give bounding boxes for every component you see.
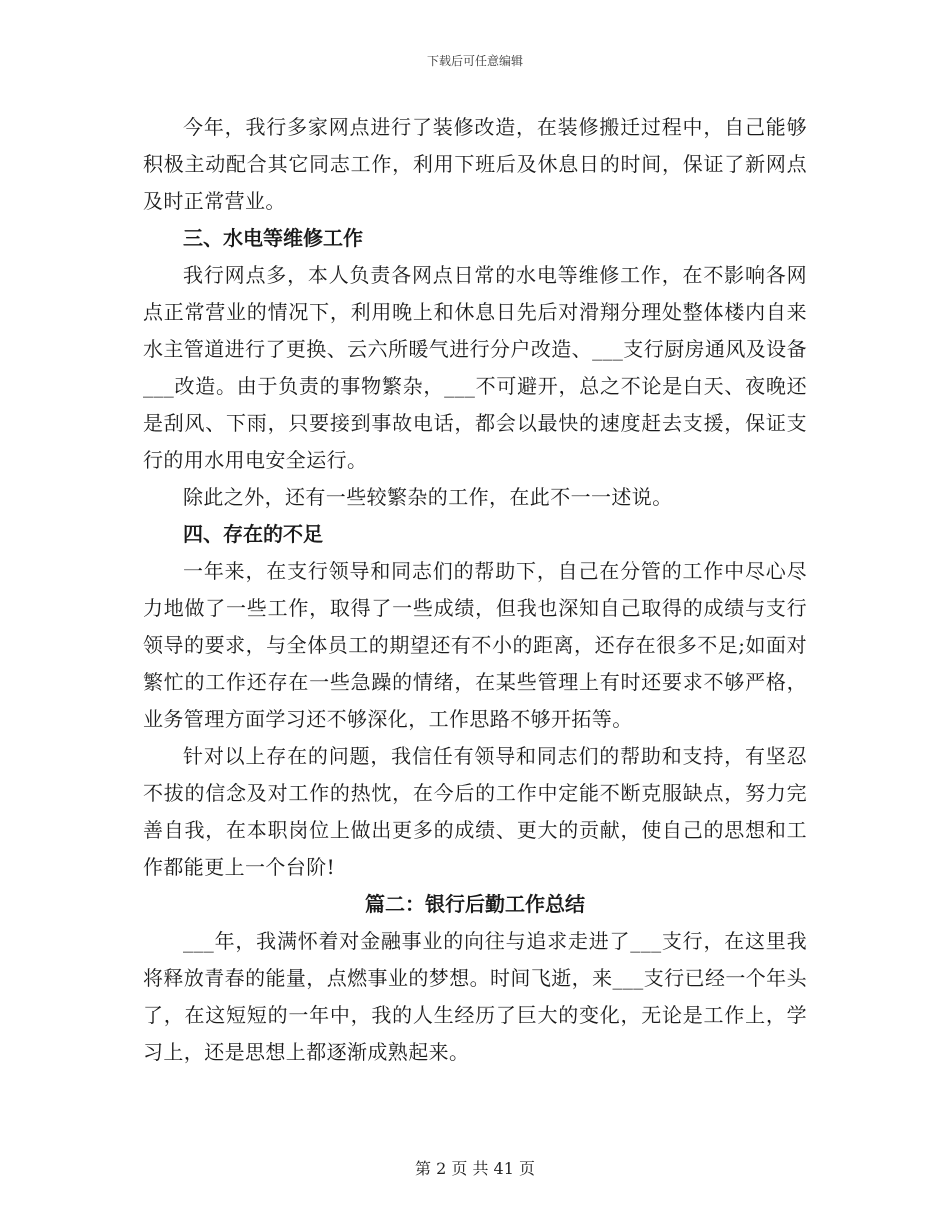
paragraph-shortcomings: 一年来，在支行领导和同志们的帮助下，自己在分管的工作中尽心尽力地做了一些工作，取得了一些成绩，但我也深知自己取得的成绩与支行领导的要求，与全体员工的期望还有不小的距离，还存在很多不足;如面对繁忙的工作还存在一些急躁的情绪，在某些管理上有时还要求不够严格，业务管理方面学习还不够深化，工作思路不够开拓等。	[143, 559, 807, 731]
paragraph-maintenance: 我行网点多，本人负责各网点日常的水电等维修工作，在不影响各网点正常营业的情况下，利用晚上和休息日先后对滑翔分理处整体楼内自来水主管道进行了更换、云六所暖气进行分户改造、___支行厨房通风及设备___改造。由于负责的事物繁杂，___不可避开，总之不论是白天、夜晚还是刮风、下雨，只要接到事故电话，都会以最快的速度赶去支援，保证支行的用水用电安全运行。	[143, 263, 807, 472]
paragraph-other-work: 除此之外，还有一些较繁杂的工作，在此不一一述说。	[183, 485, 673, 509]
page-footer-page-number: 第 2 页 共 41 页	[415, 1159, 535, 1178]
document-body	[143, 109, 807, 1071]
section-heading-shortcomings: 四、存在的不足	[183, 522, 323, 546]
page-header-note: 下载后可任意编辑	[426, 54, 523, 68]
paragraph-improvement: 针对以上存在的问题，我信任有领导和同志们的帮助和支持，有坚忍不拔的信念及对工作的热忱，在今后的工作中定能不断克服缺点，努力完善自我，在本职岗位上做出更多的成绩、更大的贡献，使自己的思想和工作都能更上一个台阶!	[143, 744, 807, 879]
paragraph-chapter-intro: ___年，我满怀着对金融事业的向往与追求走进了___支行，在这里我将释放青春的能量，点燃事业的梦想。时间飞逝，来___支行已经一个年头了，在这短短的一年中，我的人生经历了巨大的变化，无论是工作上，学习上，还是思想上都逐渐成熟起来。	[143, 929, 807, 1064]
chapter-title: 篇二：银行后勤工作总结	[365, 892, 585, 916]
section-heading-maintenance: 三、水电等维修工作	[183, 226, 363, 250]
paragraph-renovation: 今年，我行多家网点进行了装修改造，在装修搬迁过程中，自己能够积极主动配合其它同志工作，利用下班后及休息日的时间，保证了新网点及时正常营业。	[143, 115, 807, 213]
